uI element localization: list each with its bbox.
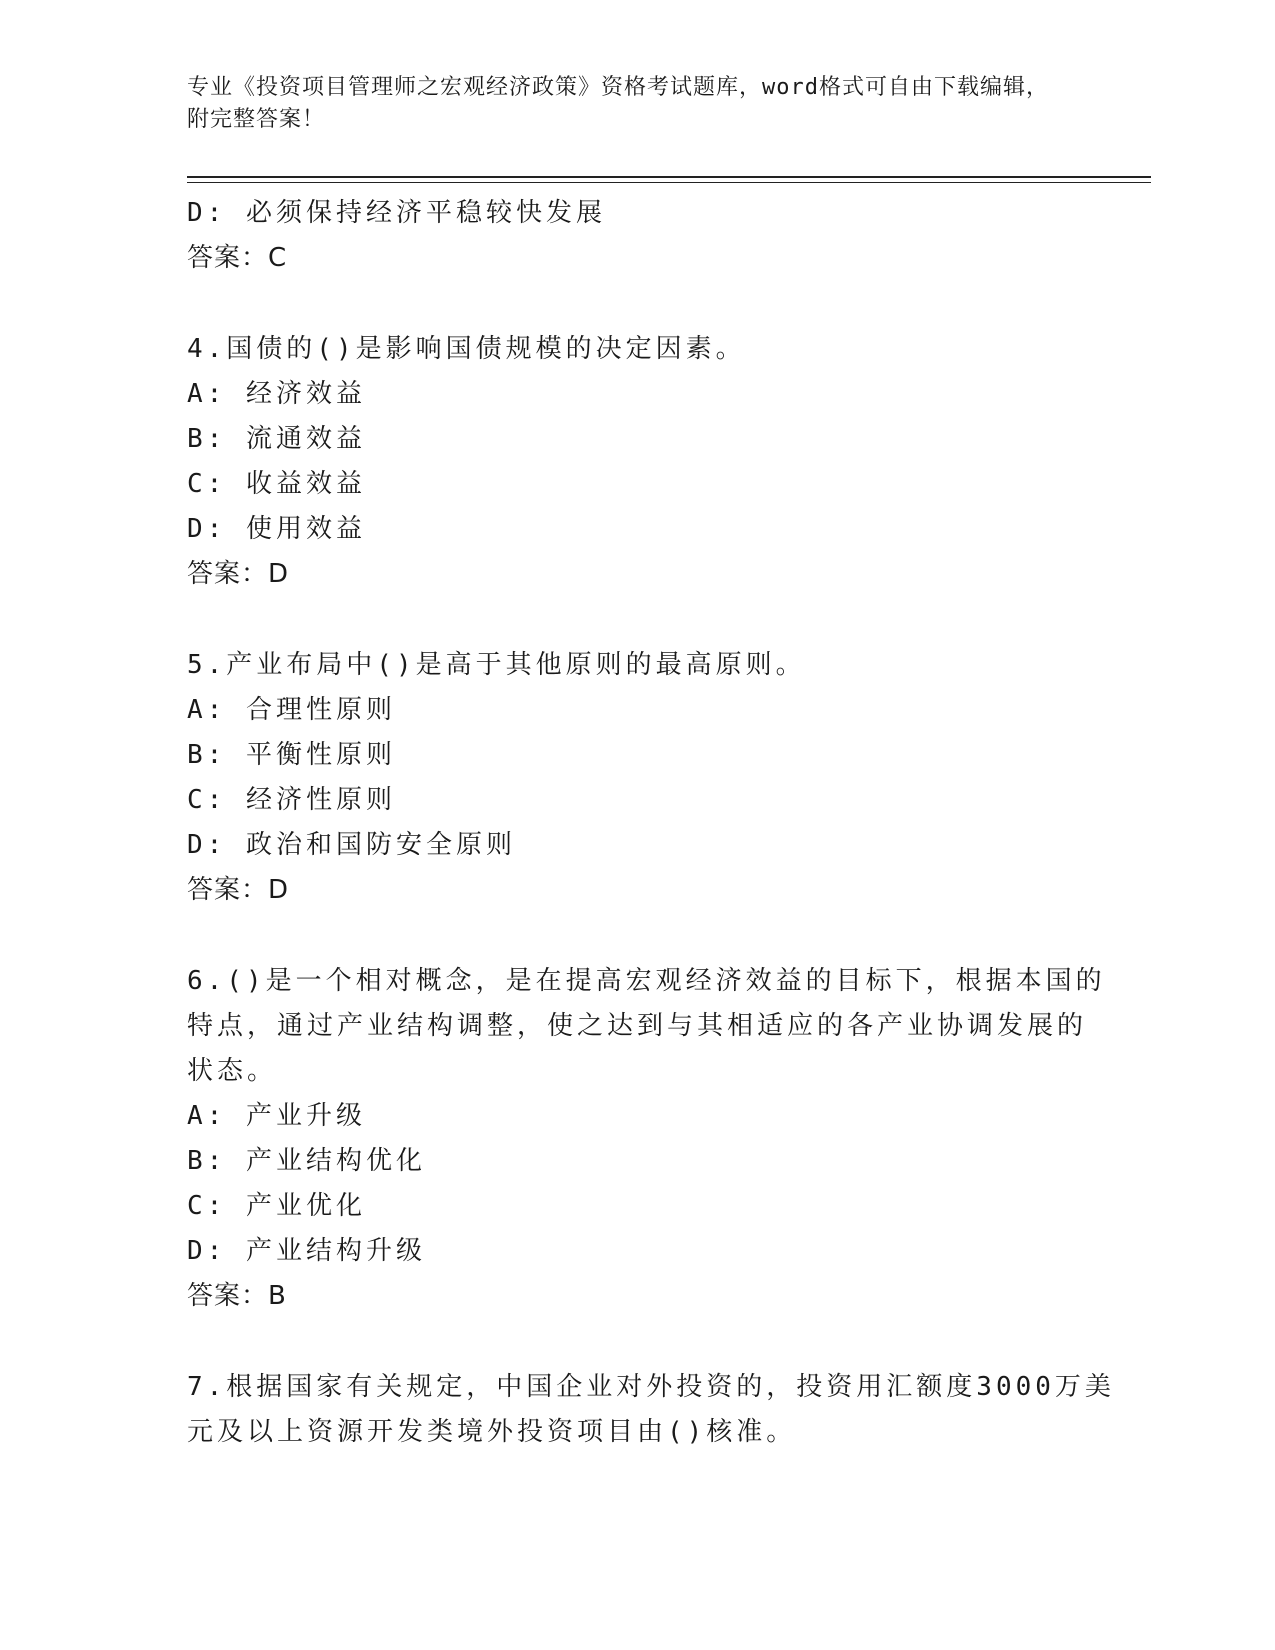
question-4: [187, 327, 1087, 597]
answer: 答案：B: [187, 1281, 287, 1311]
option-a: A: 合理性原则: [187, 695, 396, 725]
option-b: B: 流通效益: [187, 424, 366, 454]
question-5: [187, 643, 1087, 913]
answer: 答案：C: [187, 243, 288, 273]
option-d: D: 必须保持经济平稳较快发展: [187, 198, 606, 228]
question-7: [187, 1365, 1115, 1455]
question-stem-line: 状态。: [187, 1056, 278, 1086]
answer: 答案：D: [187, 559, 290, 589]
option-c: C: 产业优化: [187, 1191, 366, 1221]
option-d: D: 产业结构升级: [187, 1236, 426, 1266]
question-stem-line: 特点，通过产业结构调整，使之达到与其相适应的各产业协调发展的: [187, 1011, 1088, 1041]
header-divider-thin: [187, 182, 1151, 183]
option-a: A: 产业升级: [187, 1101, 366, 1131]
option-c: C: 收益效益: [187, 469, 366, 499]
option-d: D: 政治和国防安全原则: [187, 830, 516, 860]
question-stem-line: 6.()是一个相对概念，是在提高宏观经济效益的目标下，根据本国的: [187, 966, 1106, 996]
option-d: D: 使用效益: [187, 514, 366, 544]
option-a: A: 经济效益: [187, 379, 366, 409]
option-b: B: 平衡性原则: [187, 740, 396, 770]
question-stem-line: 元及以上资源开发类境外投资项目由()核准。: [187, 1417, 797, 1447]
question-content: [187, 191, 1115, 1455]
question-6: [187, 959, 1106, 1319]
option-b: B: 产业结构优化: [187, 1146, 426, 1176]
header-divider-thick: [187, 176, 1151, 178]
question-stem-line: 7.根据国家有关规定，中国企业对外投资的，投资用汇额度3000万美: [187, 1372, 1115, 1402]
question-stem: 4.国债的()是影响国债规模的决定因素。: [187, 334, 746, 364]
document-header: 专业《投资项目管理师之宏观经济政策》资格考试题库，word格式可自由下载编辑，附完整答案！: [187, 75, 1049, 132]
option-c: C: 经济性原则: [187, 785, 396, 815]
question-stem: 5.产业布局中()是高于其他原则的最高原则。: [187, 650, 806, 680]
answer: 答案：D: [187, 875, 290, 905]
